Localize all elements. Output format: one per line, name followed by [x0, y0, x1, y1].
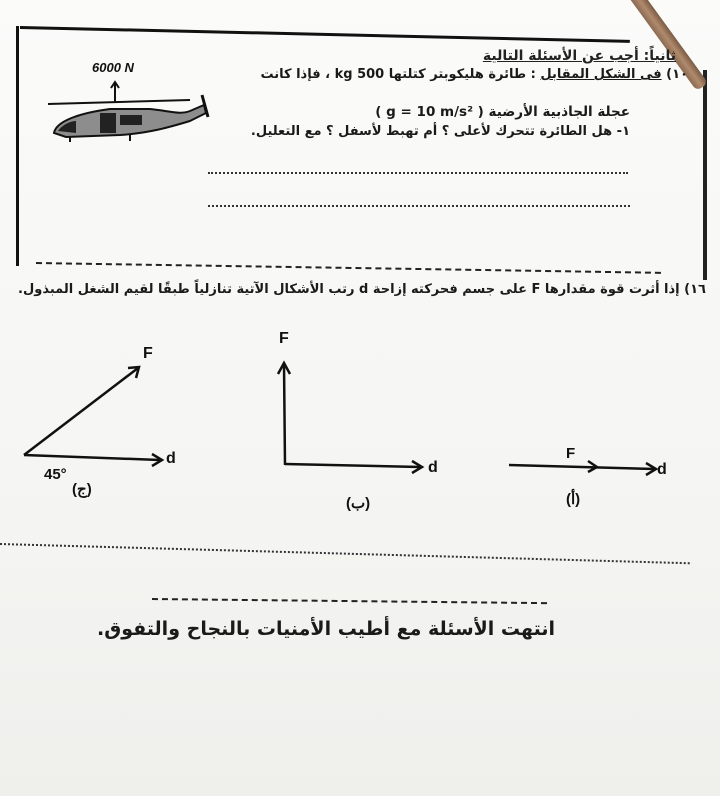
question-16-number: ١٦): [684, 282, 706, 297]
section-heading: ثانياً: أجب عن الأسئلة التالية: [482, 48, 676, 64]
closing-message: انتهت الأسئلة مع أطيب الأمنيات بالنجاح والتفوق.: [97, 618, 555, 640]
figure-c-angle-label: 45°: [44, 466, 67, 483]
figure-b-displacement-label: d: [428, 459, 438, 476]
page-border-top: [20, 26, 630, 43]
question-10-text: : طائرة هليكوبتر كتلتها 500 kg ، فإذا كانت: [260, 67, 536, 82]
answer-line-2[interactable]: [208, 205, 630, 207]
figure-c-displacement-label: d: [166, 450, 176, 467]
question-16: [18, 282, 706, 297]
question-10-intro: فى الشكل المقابل: [540, 67, 662, 82]
divider-1: [36, 262, 661, 274]
figure-a: [500, 455, 680, 485]
figure-c: [0, 330, 240, 520]
question-16-text: إذا أثرت قوة مقدارها F على جسم فحركته إزاحة d رتب الأشكال الآتية تنازلياً طبقًا لقيم الشغل المبذول.: [18, 282, 680, 297]
divider-2: [0, 543, 690, 564]
helicopter-figure: [40, 75, 220, 145]
force-arrow-icon: [111, 82, 119, 103]
figure-a-displacement-label: d: [657, 461, 667, 478]
gravity-line: عجلة الجاذبية الأرضية ( g = 10 m/s² ): [375, 104, 630, 120]
question-10: [260, 67, 688, 82]
question-10-number: ١٠): [666, 67, 688, 82]
figure-c-force-label: F: [143, 345, 153, 362]
figure-a-label: (أ): [566, 491, 581, 508]
page-border-left: [16, 26, 19, 266]
helicopter-force-label: 6000 N: [92, 60, 134, 75]
answer-line-1[interactable]: [208, 172, 628, 174]
page-border-right: [703, 70, 707, 280]
helicopter-icon: [48, 95, 208, 142]
figure-b-label: (ب): [346, 495, 371, 512]
figure-a-force-label: F: [566, 445, 576, 462]
sub-question-1: ١- هل الطائرة تتحرك لأعلى ؟ أم تهبط لأسفل ؟ مع التعليل.: [250, 124, 630, 139]
divider-3: [152, 598, 547, 604]
figure-b-force-label: F: [279, 330, 289, 347]
figure-c-label: (ج): [72, 481, 92, 498]
